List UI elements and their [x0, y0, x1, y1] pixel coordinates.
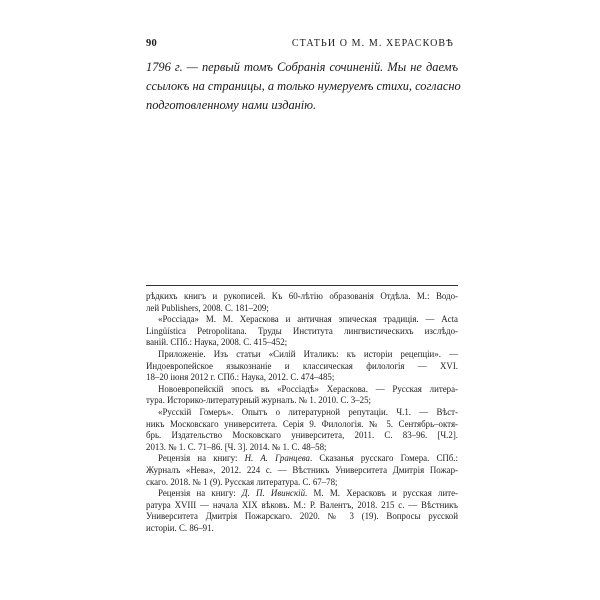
body-paragraph — [146, 58, 461, 115]
footnote-line: Рецензія на книгу: Н. А. Гранцева. Сказанья русскаго Гомера. СПб.: — [158, 453, 458, 464]
footnote-line: Университета Дмитрія Пожарскаго. 2020. № 3 (19). Вопросы русской — [146, 511, 458, 522]
footnote-line: Рецензія на книгу: Д. П. Ивинскій. М. М. Херасковъ и русская лите- — [158, 488, 458, 499]
running-head — [146, 35, 454, 53]
footnote-divider — [146, 285, 458, 286]
footnote-line: тура. Историко-литературный журналъ. № 1. 2010. С. 3–25; — [146, 395, 372, 406]
running-title: СТАТЬИ О М. М. ХЕРАСКОВѢ — [291, 38, 454, 49]
footnote-line: ваній. СПб.: Наука, 2008. С. 415–452; — [146, 337, 288, 348]
footnotes-block — [146, 291, 458, 534]
footnote-line: «Россіада» М. М. Хераскова и античная эпическая традиція. — Acta — [158, 314, 458, 325]
footnote-line: никъ Московскаго университета. Серія 9. Филологія. № 5. Сентябрь–октя- — [146, 418, 458, 429]
footnote-line: лей Publishers, 2008. С. 181–209; — [146, 302, 269, 313]
footnote-line: брь. Издательство Московскаго университета, 2011. С. 83–96. [Ч.2]. — [146, 430, 458, 441]
page-number: 90 — [146, 38, 157, 49]
footnote-line: исторіи. С. 86–91. — [146, 522, 214, 533]
footnote-line: Журналъ «Нева», 2012. 224 с. — Вѣстникъ Университета Дмитрія Пожар- — [146, 464, 458, 475]
footnote-line: скаго. 2018. № 1 (9). Русская литература. С. 67–78; — [146, 476, 338, 487]
body-line: ссылокъ на страницы, а только нумеруемъ стихи, согласно — [146, 79, 461, 93]
footnote-line: 18–20 іюня 2012 г. СПб.: Наука, 2012. С. 474–485; — [146, 372, 335, 383]
author-name: Н. А. Гранцева — [244, 453, 310, 464]
body-line: подготовленному нами изданію. — [146, 98, 317, 112]
body-line: 1796 г. — первый томъ Собранія сочиненій. Мы не даемъ — [146, 60, 458, 74]
footnote-line: Lingüística Petropolitana. Труды Института лингвистическихъ изслѣдо- — [146, 325, 458, 336]
footnote-line: Новоевропейскій эпосъ въ «Россіадѣ» Хераскова. — Русская литера- — [158, 383, 458, 394]
footnote-line: ратура XVIII — начала XIX вѣковъ. М.: Р. Валентъ, 2018. 215 с. — Вѣстникъ — [146, 499, 458, 510]
footnote-line: Индоевропейское языкознаніе и классическая филологія — XVI. — [146, 360, 458, 371]
author-name: Д. П. Ивинскій — [241, 488, 306, 499]
footnote-line: Приложеніе. Изъ статьи «Силій Италикъ: къ исторіи рецепціи». — — [158, 348, 458, 359]
footnote-line: рѣдкихъ книгъ и рукописей. Къ 60-лѣтію образованія Отдѣла. М.: Водо- — [146, 291, 458, 301]
footnote-line: «Русскій Гомеръ». Опытъ о литературной репутаціи. Ч.1. — Вѣст- — [158, 406, 458, 417]
footnote-line: 2013. № 1. С. 71–86. [Ч. 3]. 2014. № 1. С. 48–58; — [146, 441, 327, 452]
